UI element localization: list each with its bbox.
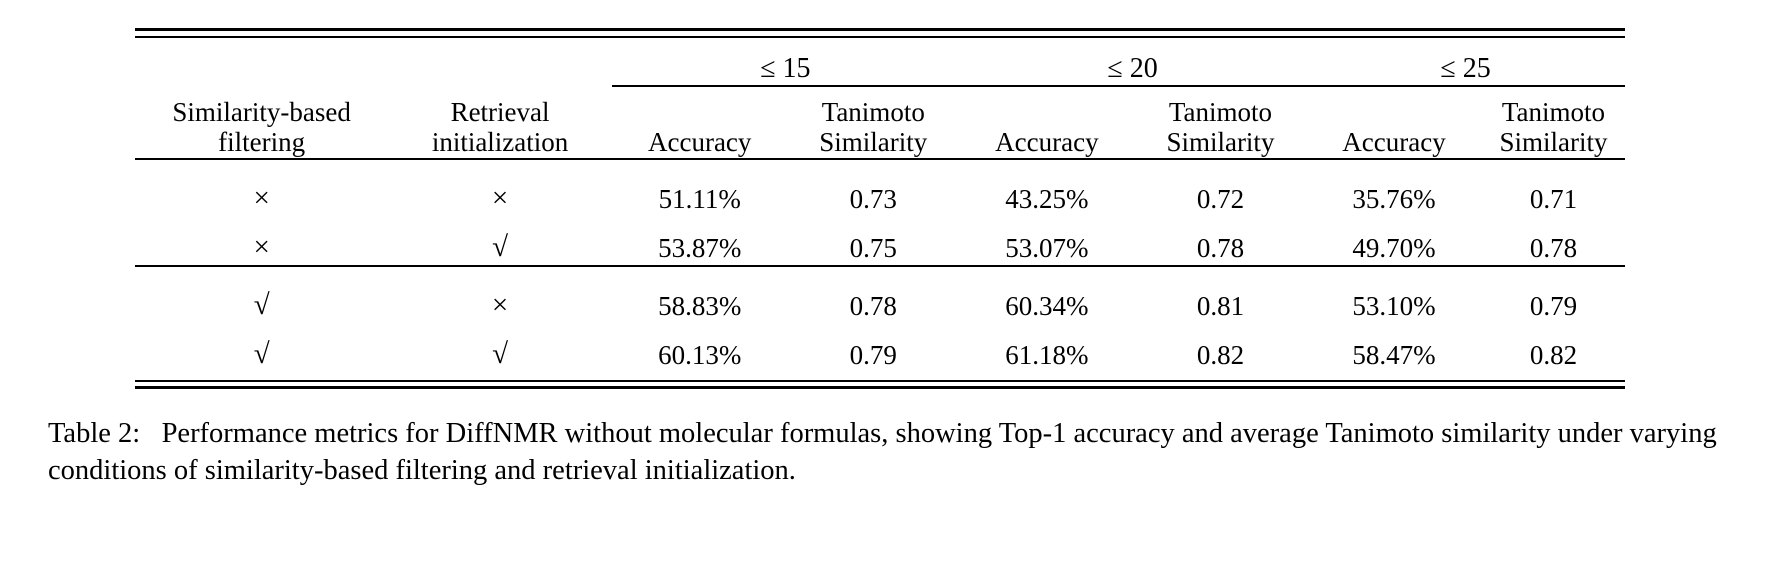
cell-tanimoto-25: 0.82 (1529, 339, 1578, 370)
cell-tanimoto-20: 0.78 (1196, 232, 1245, 263)
cell-tanimoto-15: 0.79 (849, 339, 897, 370)
cell-filtering: × (253, 231, 270, 264)
group-header-15: ≤ 15 (760, 53, 811, 84)
table-caption-label: Table 2: (48, 417, 141, 449)
cell-tanimoto-15: 0.73 (849, 183, 897, 214)
table-caption (48, 415, 1748, 490)
table-container (135, 28, 1625, 389)
group-header-20: ≤ 20 (1107, 53, 1158, 84)
cell-retrieval: √ (492, 231, 508, 264)
body-gap-top (135, 160, 1625, 167)
group-underline-gap (135, 87, 1625, 97)
cell-accuracy-20: 43.25% (1005, 183, 1089, 214)
cell-accuracy-15: 60.13% (658, 339, 742, 370)
cell-tanimoto-20: 0.81 (1196, 290, 1245, 321)
cell-tanimoto-25: 0.78 (1529, 232, 1578, 263)
cell-accuracy-20: 60.34% (1005, 290, 1089, 321)
cell-accuracy-15: 58.83% (658, 290, 742, 321)
mid-rule-gap (135, 267, 1625, 274)
table-row (135, 323, 1625, 372)
column-header-similarity-filtering (135, 97, 388, 157)
cell-filtering: √ (253, 289, 270, 322)
cell-accuracy-15: 53.87% (658, 232, 742, 263)
column-header-accuracy-25: Accuracy (1342, 127, 1446, 158)
table-row (135, 216, 1625, 265)
body-gap-bottom (135, 372, 1625, 380)
cell-tanimoto-20: 0.82 (1196, 339, 1245, 370)
table-row (135, 167, 1625, 216)
cell-filtering: × (253, 182, 270, 215)
cell-accuracy-25: 49.70% (1352, 232, 1436, 263)
cell-filtering: √ (253, 338, 270, 371)
column-header-retrieval-initialization-line1: Retrieval (450, 97, 550, 128)
cell-retrieval: √ (492, 338, 508, 371)
cell-accuracy-25: 53.10% (1352, 290, 1436, 321)
header-gap-top (135, 38, 1625, 52)
column-header-retrieval-initialization (388, 97, 612, 157)
cell-tanimoto-20: 0.72 (1196, 183, 1245, 214)
group-header-25: ≤ 25 (1440, 53, 1491, 84)
cell-accuracy-20: 61.18% (1005, 339, 1089, 370)
column-header-similarity-filtering-line1: Similarity-based (172, 97, 351, 128)
performance-metrics-table (135, 28, 1625, 389)
cell-retrieval: × (491, 182, 509, 215)
column-header-accuracy-15: Accuracy (647, 127, 752, 158)
cell-retrieval: × (491, 289, 509, 322)
table-bottom-rule-2 (135, 386, 1625, 389)
column-header-similarity-filtering-line2: filtering (218, 127, 306, 158)
column-header-tanimoto-25: Tanimoto Similarity (1499, 97, 1608, 158)
table-row (135, 274, 1625, 323)
cell-accuracy-15: 51.11% (658, 183, 741, 214)
column-header-tanimoto-15: Tanimoto Similarity (819, 97, 928, 158)
cell-accuracy-25: 35.76% (1352, 183, 1436, 214)
cell-tanimoto-25: 0.71 (1529, 183, 1578, 214)
cell-tanimoto-15: 0.75 (849, 232, 897, 263)
column-header-accuracy-20: Accuracy (995, 127, 1099, 158)
cell-tanimoto-25: 0.79 (1529, 290, 1578, 321)
cell-accuracy-20: 53.07% (1005, 232, 1089, 263)
cell-tanimoto-15: 0.78 (849, 290, 897, 321)
table-caption-text: Performance metrics for DiffNMR without molecular formulas, showing Top-1 accuracy and average Tanimoto similarity under varying conditions of similarity-based filtering and retrieval initialization. (48, 417, 1717, 487)
column-header-tanimoto-20: Tanimoto Similarity (1166, 97, 1275, 158)
group-header-row (135, 52, 1625, 85)
cell-accuracy-25: 58.47% (1352, 339, 1436, 370)
column-header-retrieval-initialization-line2: initialization (431, 127, 569, 158)
column-header-row (135, 97, 1625, 157)
